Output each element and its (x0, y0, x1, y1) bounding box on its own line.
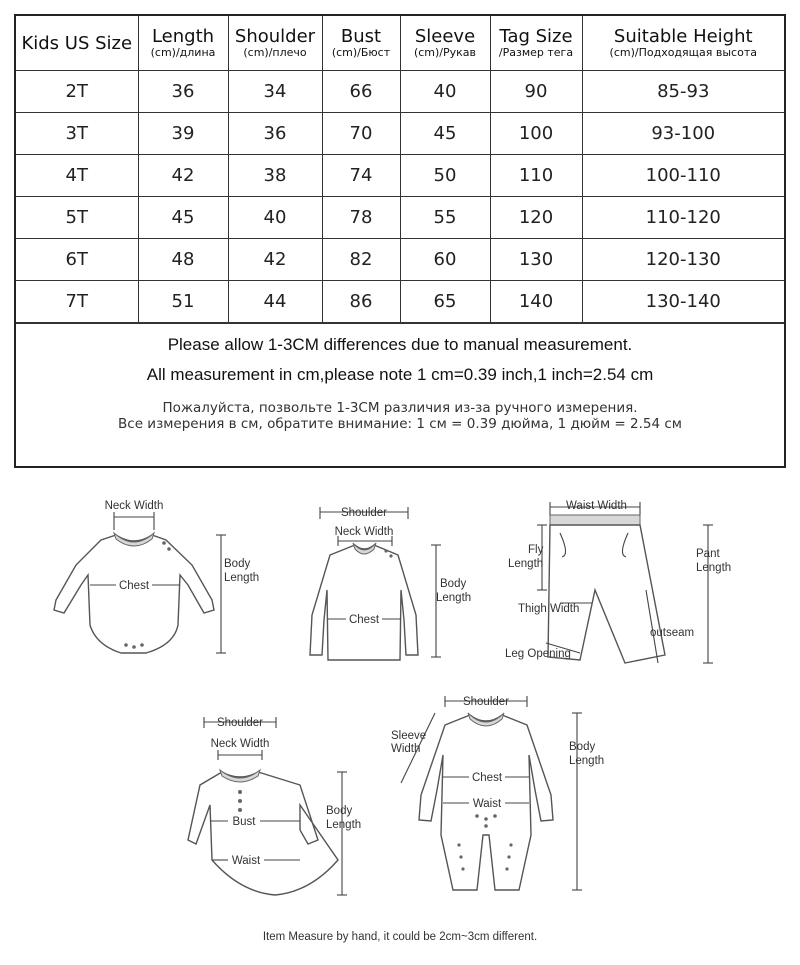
label-thigh-width: Thigh Width (518, 603, 580, 615)
header-shoulder: Shoulder (cm)/плечо (228, 16, 322, 71)
label-sleeve: Sleeve (391, 730, 427, 742)
cell-tag-size: 120 (490, 197, 582, 239)
label-waist: Waist (231, 855, 261, 867)
label-sleeve-width: Width (391, 743, 421, 755)
cell-size: 5T (16, 197, 138, 239)
cell-shoulder: 34 (228, 71, 322, 113)
header-row (16, 16, 784, 71)
cell-tag-size: 130 (490, 239, 582, 281)
label-body: Body (326, 805, 353, 817)
note-russian-tolerance: Пожалуйста, позвольте 1-3CM различия из-за ручного измерения. (162, 400, 638, 416)
cell-size: 3T (16, 113, 138, 155)
table-row (16, 113, 784, 155)
header-suitable-height: Suitable Height (cm)/Подходящая высота (582, 16, 784, 71)
label-length: Length (436, 592, 472, 604)
header-tag-size: Tag Size /Размер тега (490, 16, 582, 71)
label-leg-opening: Leg Opening (505, 648, 571, 660)
cell-height: 120-130 (582, 239, 784, 281)
shirt-outline (310, 545, 418, 660)
label-pant-length: Length (696, 562, 732, 574)
label-body: Body (224, 558, 251, 570)
cell-sleeve: 65 (400, 281, 490, 323)
dress-outline (188, 772, 338, 895)
label-bust: Bust (232, 816, 256, 828)
cell-length: 48 (138, 239, 228, 281)
cell-bust: 66 (322, 71, 400, 113)
cell-bust: 78 (322, 197, 400, 239)
table-row (16, 239, 784, 281)
cell-tag-size: 90 (490, 71, 582, 113)
size-grid (16, 16, 784, 323)
cell-height: 85-93 (582, 71, 784, 113)
bodysuit-outline (54, 535, 214, 653)
label-fly-length: Length (508, 558, 544, 570)
measurement-notes (16, 323, 784, 451)
label-pant: Pant (696, 548, 720, 560)
label-length: Length (224, 572, 260, 584)
label-shoulder: Shoulder (216, 717, 264, 729)
label-shoulder: Shoulder (462, 696, 510, 708)
cell-sleeve: 55 (400, 197, 490, 239)
label-length: Length (569, 755, 605, 767)
size-chart-table (14, 14, 786, 468)
note-english-tolerance: Please allow 1-3CM differences due to manual measurement. (167, 335, 633, 354)
shirt-diagram (290, 495, 490, 670)
label-body: Body (440, 578, 467, 590)
header-kids-us-size: Kids US Size (16, 16, 138, 71)
cell-size: 4T (16, 155, 138, 197)
cell-bust: 74 (322, 155, 400, 197)
pants-outline (548, 525, 665, 663)
note-russian-units: Все измерения в см, обратите внимание: 1 см = 0.39 дюйма, 1 дюйм = 2.54 см (118, 416, 682, 432)
cell-sleeve: 40 (400, 71, 490, 113)
cell-height: 130-140 (582, 281, 784, 323)
header-bust: Bust (cm)/Бюст (322, 16, 400, 71)
pants-waistband (550, 515, 640, 525)
label-chest: Chest (348, 614, 380, 626)
cell-height: 110-120 (582, 197, 784, 239)
table-row (16, 281, 784, 323)
label-waist: Waist (472, 798, 502, 810)
label-shoulder: Shoulder (340, 507, 388, 519)
cell-length: 39 (138, 113, 228, 155)
pants-diagram (500, 495, 760, 680)
cell-tag-size: 100 (490, 113, 582, 155)
cell-sleeve: 45 (400, 113, 490, 155)
bodysuit-diagram (46, 495, 260, 670)
header-length: Length (cm)/длина (138, 16, 228, 71)
cell-height: 93-100 (582, 113, 784, 155)
cell-shoulder: 40 (228, 197, 322, 239)
label-body: Body (569, 741, 596, 753)
note-english-units: All measurement in cm,please note 1 cm=0.39 inch,1 inch=2.54 cm (146, 365, 654, 384)
cell-tag-size: 110 (490, 155, 582, 197)
label-length: Length (326, 819, 362, 831)
label-chest: Chest (118, 580, 150, 592)
cell-shoulder: 36 (228, 113, 322, 155)
cell-height: 100-110 (582, 155, 784, 197)
label-fly: Fly (528, 544, 544, 556)
cell-bust: 70 (322, 113, 400, 155)
cell-size: 7T (16, 281, 138, 323)
label-outseam: outseam (650, 627, 695, 639)
label-neck-width: Neck Width (104, 500, 164, 512)
dress-diagram (180, 710, 390, 910)
cell-bust: 82 (322, 239, 400, 281)
label-chest: Chest (471, 772, 503, 784)
table-row (16, 155, 784, 197)
cell-length: 36 (138, 71, 228, 113)
romper-diagram (385, 685, 615, 910)
label-neck-width: Neck Width (210, 738, 270, 750)
cell-size: 6T (16, 239, 138, 281)
cell-shoulder: 44 (228, 281, 322, 323)
cell-bust: 86 (322, 281, 400, 323)
label-neck-width: Neck Width (334, 526, 394, 538)
cell-tag-size: 140 (490, 281, 582, 323)
cell-length: 45 (138, 197, 228, 239)
cell-shoulder: 42 (228, 239, 322, 281)
table-row (16, 71, 784, 113)
label-waist-width: Waist Width (566, 500, 627, 512)
cell-sleeve: 50 (400, 155, 490, 197)
table-row (16, 197, 784, 239)
cell-length: 42 (138, 155, 228, 197)
cell-length: 51 (138, 281, 228, 323)
cell-shoulder: 38 (228, 155, 322, 197)
cell-size: 2T (16, 71, 138, 113)
header-sleeve: Sleeve (cm)/Рукав (400, 16, 490, 71)
cell-sleeve: 60 (400, 239, 490, 281)
footer-note: Item Measure by hand, it could be 2cm~3cm different. (262, 931, 538, 943)
